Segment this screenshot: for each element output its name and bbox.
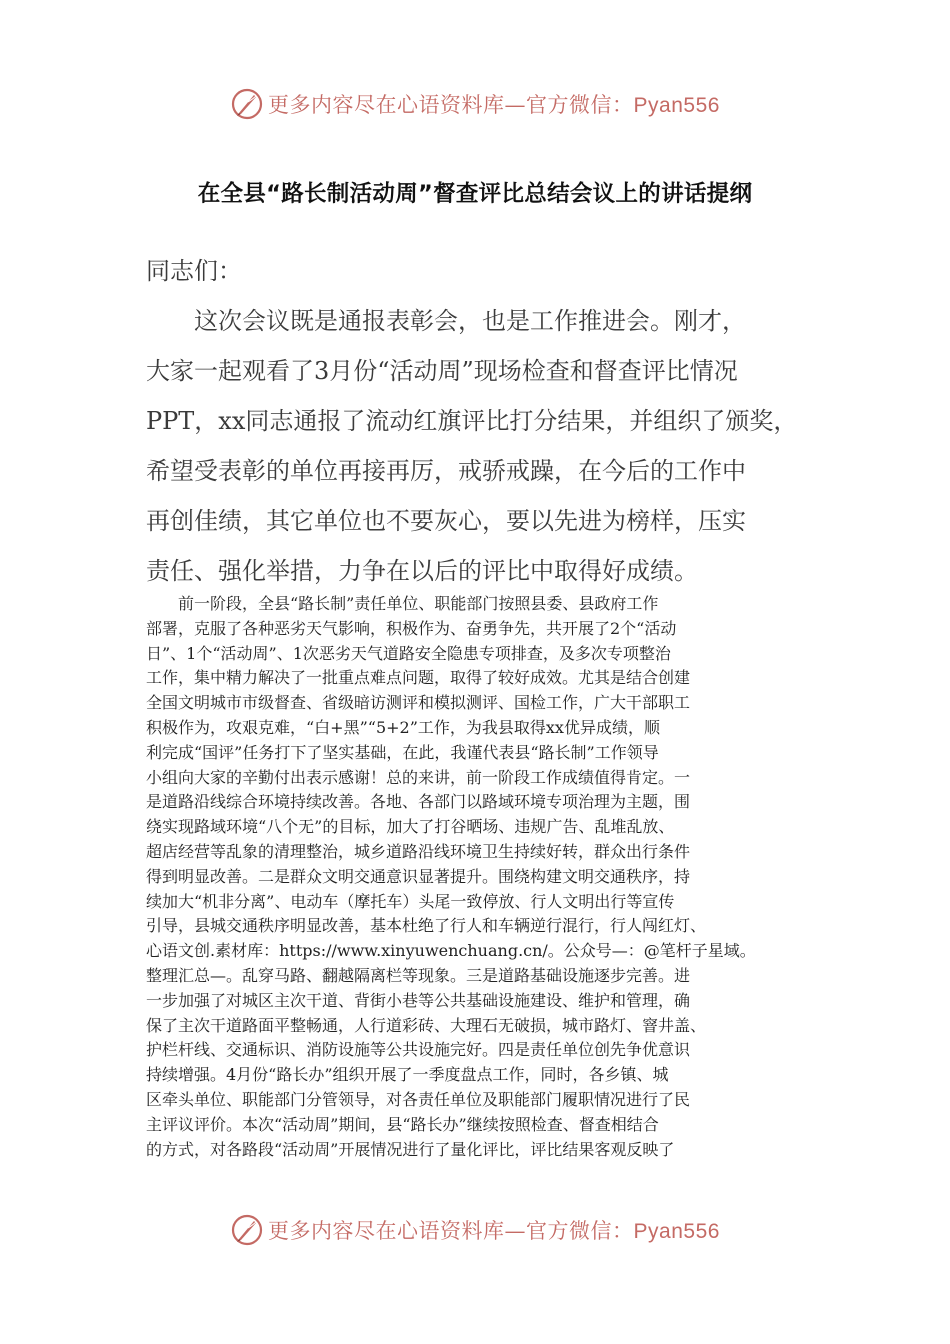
body-line: 工作，集中精力解决了一批重点难点问题，取得了较好成效。尤其是结合创建 (146, 668, 691, 688)
quill-pen-logo-icon (230, 87, 264, 121)
intro-line: 大家一起观看了3月份“活动周”现场检查和督查评比情况 (146, 357, 738, 385)
document-title: 在全县“路长制活动周”督查评比总结会议上的讲话提纲 (197, 181, 753, 207)
watermark-wechat-id: Pyan556 (633, 1220, 720, 1243)
intro-paragraph (146, 296, 826, 596)
body-line: 超店经营等乱象的清理整治，城乡道路沿线环境卫生持续好转，群众出行条件 (146, 841, 691, 861)
body-line: 绕实现路域环境“八个无”的目标，加大了打谷晒场、违规广告、乱堆乱放、 (146, 817, 675, 837)
body-line: 区牵头单位、职能部门分管领导，对各责任单位及职能部门履职情况进行了民 (146, 1089, 691, 1109)
greeting (146, 246, 826, 296)
body-line-source-note: 心语文创.素材库：https://www.xinyuwenchuang.cn/。公众号—：@笔杆子星域。 (146, 941, 756, 961)
greeting-line: 同志们： (146, 257, 242, 285)
intro-line: PPT，xx同志通报了流动红旗评比打分结果，并组织了颁奖， (146, 407, 798, 435)
body-line: 的方式，对各路段“活动周”开展情况进行了量化评比，评比结果客观反映了 (146, 1139, 675, 1159)
body-line: 保了主次干道路面平整畅通，人行道彩砖、大理石无破损，城市路灯、窨井盖、 (146, 1015, 707, 1035)
body-line: 全国文明城市市级督查、省级暗访测评和模拟测评、国检工作，广大干部职工 (146, 693, 691, 713)
body-line: 利完成“国评”任务打下了坚实基础，在此，我谨代表县“路长制”工作领导 (146, 742, 659, 762)
intro-line: 责任、强化举措，力争在以后的评比中取得好成绩。 (146, 557, 698, 585)
body-line: 续加大“机非分离”、电动车（摩托车）头尾一致停放、行人文明出行等宣传 (146, 891, 675, 911)
body-line: 引导，县城交通秩序明显改善，基本杜绝了行人和车辆逆行混行，行人闯红灯、 (146, 916, 707, 936)
body-line: 小组向大家的辛勤付出表示感谢！总的来讲，前一阶段工作成绩值得肯定。一 (146, 767, 691, 787)
body-line: 部署，克服了各种恶劣天气影响，积极作为、奋勇争先，共开展了2个“活动 (146, 618, 677, 638)
body-line: 一步加强了对城区主次干道、背街小巷等公共基础设施建设、维护和管理，确 (146, 990, 691, 1010)
body-line: 持续增强。4月份“路长办”组织开展了一季度盘点工作，同时，各乡镇、城 (146, 1065, 669, 1085)
watermark-text: 更多内容尽在心语资料库—官方微信：Pyan556 (268, 1219, 720, 1243)
body-line: 日”、1个“活动周”、1次恶劣天气道路安全隐患专项排查，及多次专项整治 (146, 643, 671, 663)
watermark-wechat-id: Pyan556 (633, 94, 720, 117)
body-line: 是道路沿线综合环境持续改善。各地、各部门以路域环境专项治理为主题，围 (146, 792, 691, 812)
body-line: 得到明显改善。二是群众文明交通意识显著提升。围绕构建文明交通秩序，持 (146, 866, 691, 886)
body-line: 前一阶段，全县“路长制”责任单位、职能部门按照县委、县政府工作 (146, 594, 659, 613)
intro-line: 这次会议既是通报表彰会，也是工作推进会。刚才， (146, 307, 746, 335)
quill-pen-logo-icon (230, 1213, 264, 1247)
body-line: 积极作为，攻艰克难，“白+黑”“5+2”工作，为我县取得xx优异成绩，顺 (146, 717, 660, 737)
body-line: 整理汇总—。乱穿马路、翻越隔离栏等现象。三是道路基础设施逐步完善。进 (146, 965, 691, 985)
body-line: 护栏杆线、交通标识、消防设施等公共设施完好。四是责任单位创先争优意识 (146, 1040, 691, 1060)
watermark-text: 更多内容尽在心语资料库—官方微信：Pyan556 (268, 93, 720, 117)
header-watermark-banner (0, 84, 950, 124)
body-line: 主评议评价。本次“活动周”期间，县“路长办”继续按照检查、督查相结合 (146, 1114, 659, 1134)
intro-line: 再创佳绩，其它单位也不要灰心，要以先进为榜样，压实 (146, 507, 746, 535)
body-paragraph (146, 592, 804, 1162)
footer-watermark-banner (0, 1210, 950, 1250)
intro-line: 希望受表彰的单位再接再厉，戒骄戒躁，在今后的工作中 (146, 457, 746, 485)
